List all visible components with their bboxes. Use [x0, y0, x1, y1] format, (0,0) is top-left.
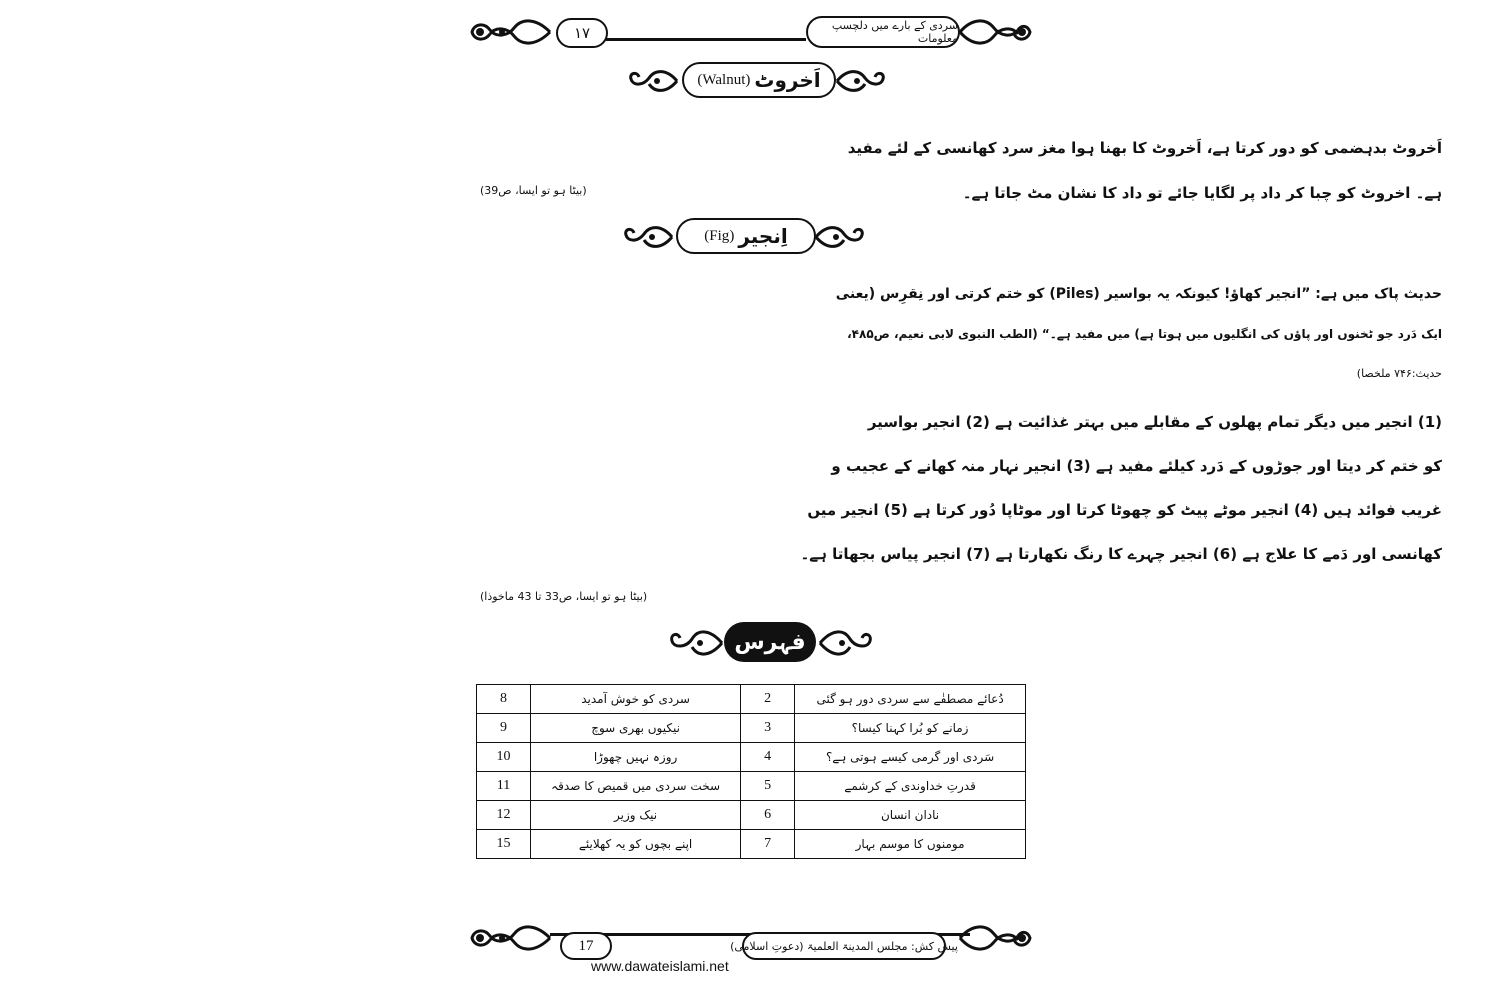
toc-heading: فہرس — [724, 622, 816, 662]
toc-entry-page: 3 — [741, 714, 795, 743]
table-row — [477, 685, 1026, 714]
toc-entry-page: 8 — [477, 685, 531, 714]
toc-entry-title[interactable]: روزہ نہیں چھوڑا — [531, 743, 741, 772]
walnut-line: ہے۔ اخروٹ کو چبا کر داد پر لگایا جائے تو داد کا نشان مٹ جاتا ہے۔ — [962, 184, 1442, 202]
toc-entry-title[interactable]: نادان انسان — [795, 801, 1026, 830]
fig-benefits — [800, 400, 1442, 576]
footer-ornament-left — [466, 920, 552, 956]
benefit-line: غریب فوائد ہیں (4) انجیر موٹے پیٹ کو چھوٹا کرتا اور موٹاپا دُور کرتا ہے (5) انجیر میں — [807, 501, 1442, 519]
footer-page-number: 17 — [560, 932, 612, 960]
toc-entry-page: 10 — [477, 743, 531, 772]
header-ornament-right — [958, 14, 1032, 50]
toc-entry-page: 9 — [477, 714, 531, 743]
toc-entry-title[interactable]: نیکیوں بھری سوچ — [531, 714, 741, 743]
toc-entry-title[interactable]: سَردی اور گرمی کیسے ہوتی ہے؟ — [795, 743, 1026, 772]
walnut-text — [847, 126, 1442, 216]
website-url[interactable]: www.dawateislami.net — [591, 958, 729, 974]
toc-ornament-right — [818, 626, 878, 660]
hadith-line: حدیث پاک میں ہے: ”انجیر کھاؤ! کیونکہ یہ بواسیر (Piles) کو ختم کرتی اور نِقرِس (یعنی — [835, 286, 1442, 302]
toc-entry-page: 5 — [741, 772, 795, 801]
toc-entry-page: 6 — [741, 801, 795, 830]
header-ornament-left — [466, 14, 552, 50]
walnut-ornament-right — [835, 66, 891, 96]
walnut-ornament-left — [623, 66, 679, 96]
toc-entry-page: 4 — [741, 743, 795, 772]
hadith-line: ایک دَرد جو ٹخنوں اور پاؤں کی انگلیوں میں ہوتا ہے) میں مفید ہے۔“ (الطب النبوی لابی نعیم، ص۴۸۵، — [847, 327, 1442, 341]
walnut-line: اَخروٹ بدہضمی کو دور کرتا ہے، اَخروٹ کا بھنا ہوا مغز سرد کھانسی کے لئے مفید — [847, 139, 1442, 157]
toc-entry-title[interactable]: مومنوں کا موسم بہار — [795, 830, 1026, 859]
table-row — [477, 801, 1026, 830]
toc-entry-page: 15 — [477, 830, 531, 859]
toc-entry-title[interactable]: نیک وزیر — [531, 801, 741, 830]
toc-entry-title[interactable]: سردی کو خوش آمدید — [531, 685, 741, 714]
benefit-line: کھانسی اور دَمے کا علاج ہے (6) انجیر چہرے کا رنگ نکھارتا ہے (7) انجیر پیاس بجھاتا ہے۔ — [800, 545, 1442, 563]
table-row — [477, 772, 1026, 801]
fig-hadith — [835, 274, 1442, 394]
header-book-title: سردی کے بارے میں دلچسپ معلومات — [806, 16, 960, 48]
fig-ornament-left — [618, 222, 674, 252]
table-row — [477, 743, 1026, 772]
header-rule — [606, 38, 806, 41]
fig-reference: (بیٹا ہو تو ایسا، ص33 تا 43 ماخوذا) — [480, 590, 648, 603]
table-row — [477, 830, 1026, 859]
header-page-number: ۱۷ — [556, 18, 608, 48]
toc-entry-page: 11 — [477, 772, 531, 801]
walnut-heading: اَخروٹ (Walnut) — [682, 62, 836, 98]
toc-entry-page: 12 — [477, 801, 531, 830]
toc-entry-page: 7 — [741, 830, 795, 859]
hadith-line: حدیث:۷۴۶ ملخصا) — [1356, 367, 1442, 380]
toc-entry-title[interactable]: قدرتِ خداوندی کے کرشمے — [795, 772, 1026, 801]
toc-entry-page: 2 — [741, 685, 795, 714]
table-row — [477, 714, 1026, 743]
toc-entry-title[interactable]: اپنے بچوں کو یہ کھلایئے — [531, 830, 741, 859]
benefit-line: (1) انجیر میں دیگر تمام پھلوں کے مقابلے میں بہتر غذائیت ہے (2) انجیر بواسیر — [867, 413, 1442, 431]
toc-entry-title[interactable]: زمانے کو بُرا کہنا کیسا؟ — [795, 714, 1026, 743]
footer-ornament-right — [958, 920, 1032, 956]
toc-entry-title[interactable]: دُعائے مصطفٰے سے سردی دور ہو گئی — [795, 685, 1026, 714]
toc-entry-title[interactable]: سخت سردی میں قمیص کا صدقہ — [531, 772, 741, 801]
fig-ornament-right — [814, 222, 870, 252]
walnut-reference: (بیٹا ہو تو ایسا، ص39) — [480, 184, 587, 197]
toc-ornament-left — [664, 626, 724, 660]
footer-publisher: پیش کش: مجلس المدینۃ العلمیۃ (دعوتِ اسلامی) — [742, 932, 946, 960]
benefit-line: کو ختم کر دیتا اور جوڑوں کے دَرد کیلئے مفید ہے (3) انجیر نہار منہ کھانے کے عجیب و — [831, 457, 1442, 475]
toc-table — [476, 684, 1026, 859]
fig-heading: اِنجیر (Fig) — [676, 218, 816, 254]
